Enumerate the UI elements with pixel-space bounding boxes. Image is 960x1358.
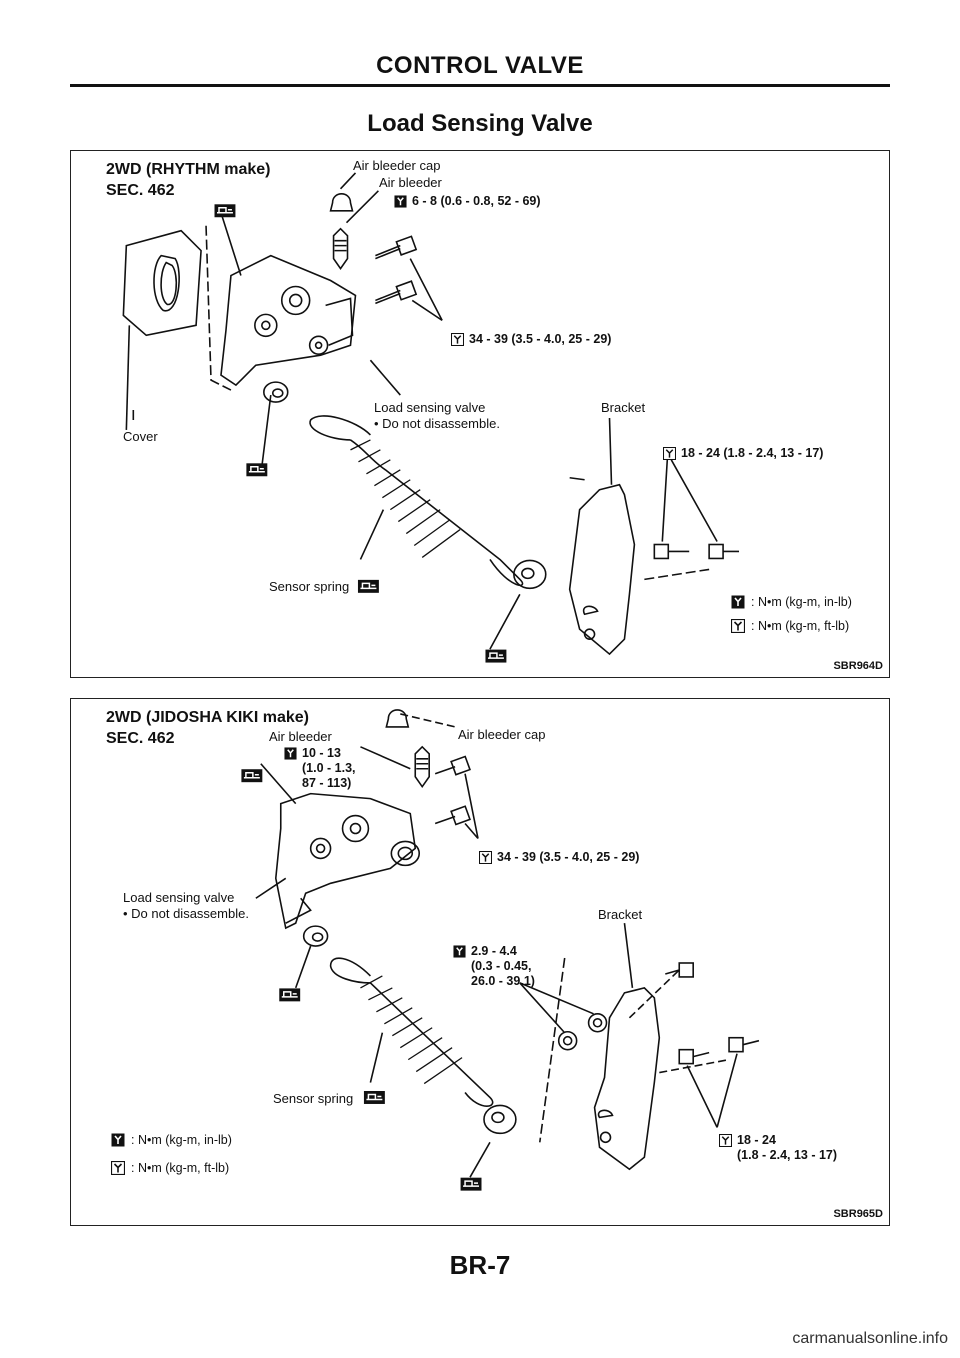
label-load-sensing-valve (374, 400, 500, 432)
torque-bracket-bolts (663, 446, 823, 460)
torque-valve-bolts (479, 850, 639, 864)
air-bleeder-drawing (334, 229, 348, 269)
legend-text: : N•m (kg-m, ft-lb) (131, 1161, 230, 1175)
torque-value: 6 - 8 (0.6 - 0.8, 52 - 69) (412, 194, 541, 208)
figure-jidosha-kiki-make (70, 698, 890, 1226)
air-bleeder-drawing (415, 747, 429, 787)
torque-value-line: 26.0 - 39.1) (471, 974, 535, 988)
grease-icon (241, 769, 262, 782)
torque-air-bleeder (284, 746, 356, 791)
section-header: CONTROL VALVE (376, 52, 584, 79)
torque-wrench-ft-lb-icon (663, 447, 676, 460)
label-sensor-spring: Sensor spring (273, 1091, 354, 1106)
air-bleeder-cap-drawing (331, 194, 353, 211)
torque-value-line: (1.0 - 1.3, (302, 761, 356, 775)
torque-wrench-ft-lb-icon (719, 1134, 732, 1147)
note-do-not-disassemble: • Do not disassemble. (374, 416, 500, 431)
legend-ft-lb (731, 619, 849, 633)
torque-nuts (453, 944, 535, 989)
page-title: Load Sensing Valve (367, 110, 593, 137)
air-bleeder-cap-drawing (386, 710, 408, 727)
torque-value: 34 - 39 (3.5 - 4.0, 25 - 29) (469, 332, 612, 346)
label-load-sensing-valve (123, 890, 249, 922)
grease-icon (364, 1091, 385, 1104)
torque-value: 18 - 24 (1.8 - 2.4, 13 - 17) (681, 446, 824, 460)
note-do-not-disassemble: • Do not disassemble. (123, 906, 249, 921)
legend-ft-lb (111, 1161, 229, 1175)
grease-icon (279, 988, 300, 1001)
heading-section: SEC. 462 (106, 182, 175, 199)
watermark: carmanualsonline.info (792, 1330, 948, 1347)
torque-wrench-in-lb-icon (453, 945, 466, 958)
torque-value-line: 87 - 113) (302, 776, 352, 790)
panel-heading (106, 159, 270, 201)
legend-text: : N•m (kg-m, in-lb) (131, 1133, 232, 1147)
torque-value-stack (302, 746, 356, 791)
grease-icon (215, 204, 236, 217)
heading-make: 2WD (JIDOSHA KIKI make) (106, 709, 309, 726)
grease-icon (461, 1178, 482, 1191)
torque-wrench-ft-lb-icon (111, 1161, 125, 1175)
bracket-drawing (570, 485, 635, 654)
torque-value: 34 - 39 (3.5 - 4.0, 25 - 29) (497, 850, 640, 864)
label-text: Load sensing valve (123, 890, 235, 905)
torque-wrench-ft-lb-icon (479, 851, 492, 864)
sensor-spring-drawing (331, 958, 371, 983)
figure-code: SBR964D (833, 660, 883, 672)
torque-value-line: (0.3 - 0.45, (471, 959, 532, 973)
grease-icon (485, 650, 506, 663)
label-air-bleeder-cap: Air bleeder cap (353, 158, 441, 173)
label-sensor-spring: Sensor spring (269, 579, 350, 594)
page-number: BR-7 (449, 1250, 511, 1280)
legend-text: : N•m (kg-m, in-lb) (751, 595, 852, 609)
label-cover: Cover (123, 429, 158, 444)
label-air-bleeder-cap: Air bleeder cap (458, 727, 546, 742)
cover-drawing (123, 231, 201, 336)
torque-wrench-in-lb-icon (394, 195, 407, 208)
torque-wrench-in-lb-icon (731, 595, 745, 609)
label-air-bleeder: Air bleeder (269, 729, 332, 744)
legend-in-lb (111, 1133, 232, 1147)
torque-bracket-bolts (719, 1133, 837, 1163)
torque-wrench-in-lb-icon (284, 747, 297, 760)
torque-value-stack (737, 1133, 837, 1163)
torque-wrench-ft-lb-icon (451, 333, 464, 346)
figure-code: SBR965D (833, 1208, 883, 1220)
torque-value-line: (1.8 - 2.4, 13 - 17) (737, 1148, 838, 1162)
label-text: Load sensing valve (374, 400, 486, 415)
heading-make: 2WD (RHYTHM make) (106, 161, 271, 178)
sensor-spring-drawing (310, 416, 370, 440)
torque-value-line: 2.9 - 4.4 (471, 944, 517, 958)
label-air-bleeder: Air bleeder (379, 175, 442, 190)
heading-section: SEC. 462 (106, 730, 175, 747)
grease-icon (358, 580, 379, 593)
torque-value-stack (471, 944, 535, 989)
legend-text: : N•m (kg-m, ft-lb) (751, 619, 850, 633)
label-bracket: Bracket (601, 400, 646, 415)
header-rule (70, 84, 890, 87)
torque-value-line: 18 - 24 (737, 1133, 776, 1147)
label-bracket: Bracket (598, 907, 643, 922)
torque-value-line: 10 - 13 (302, 746, 341, 760)
torque-wrench-ft-lb-icon (731, 619, 745, 633)
figure-rhythm-make (70, 150, 890, 678)
torque-wrench-in-lb-icon (111, 1133, 125, 1147)
torque-air-bleeder (394, 194, 541, 208)
grease-icon (246, 463, 267, 476)
torque-valve-bolts (451, 332, 611, 346)
legend-in-lb (731, 595, 852, 609)
